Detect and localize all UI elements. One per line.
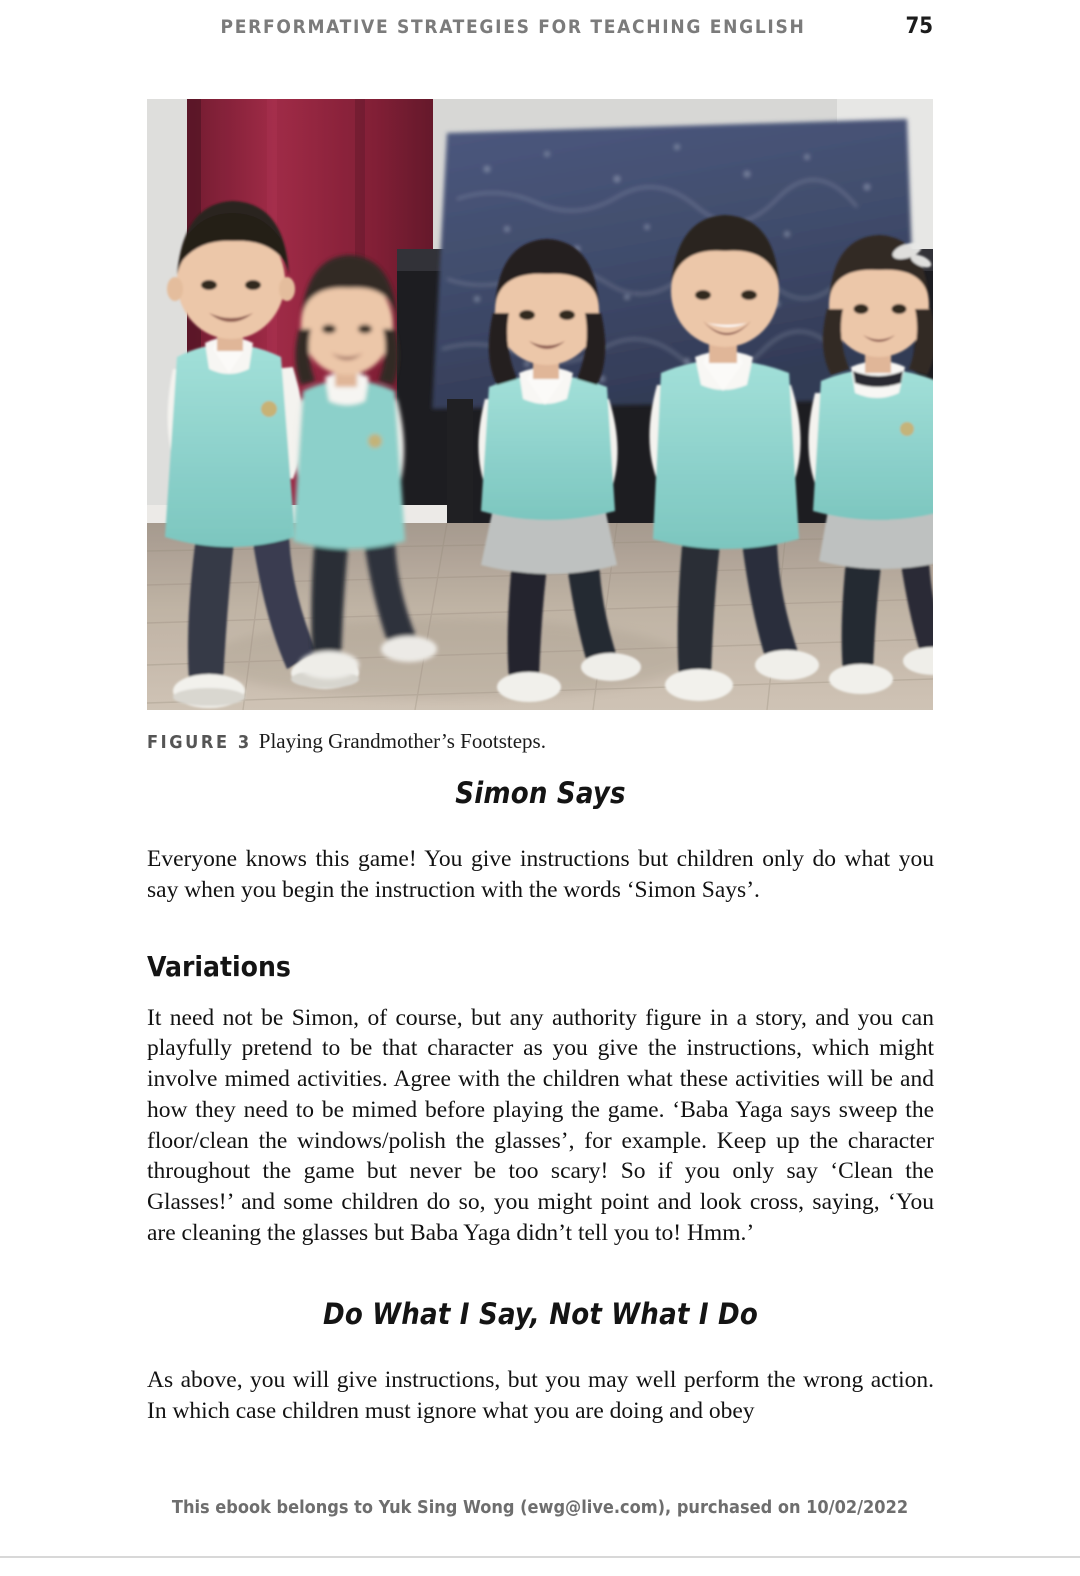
running-head: [147, 16, 933, 50]
figure-caption: [147, 728, 933, 755]
page-number: 75: [905, 14, 933, 39]
paragraph-simon-says: Everyone knows this game! You give instructions but children only do what you say when you begin the instruction with the words ‘Simon Says’.: [147, 846, 934, 903]
text-column: [147, 776, 934, 1426]
figure-block: [147, 99, 933, 755]
figure-caption-text: Playing Grandmother’s Footsteps.: [258, 729, 546, 753]
heading-do-what-i-say: Do What I Say, Not What I Do: [322, 1296, 758, 1331]
running-head-title: PERFORMATIVE STRATEGIES FOR TEACHING ENGLISH: [220, 16, 806, 38]
ebook-ownership-note: This ebook belongs to Yuk Sing Wong (ewg@live.com), purchased on 10/02/2022: [171, 1497, 909, 1518]
figure-label: FIGURE 3: [147, 732, 252, 753]
footer-divider: [0, 1556, 1080, 1558]
paragraph-do-what-i-say: As above, you will give instructions, but you may well perform the wrong action. In which case children must ignore what you are doing and obey: [147, 1366, 934, 1424]
photo-illustration: [147, 99, 933, 710]
figure-photograph: [147, 99, 933, 710]
heading-variations: Variations: [147, 949, 291, 983]
heading-simon-says: Simon Says: [455, 776, 626, 810]
paragraph-variations: It need not be Simon, of course, but any authority figure in a story, and you can playfully pretend to be that character as you give the instructions, which might involve mimed activities. Agree with the children what these activities will be and how they need to be mimed before playing the game. ‘Baba Yaga says sweep the floor/clean the windows/polish the glasses’, for example. Keep up the character throughout the game but never be too scary! So if you only say ‘Clean the Glasses!’ and some children do so, you might point and look cross, saying, ‘You are cleaning the glasses but Baba Yaga didn’t tell you to! Hmm.’: [147, 1004, 934, 1247]
